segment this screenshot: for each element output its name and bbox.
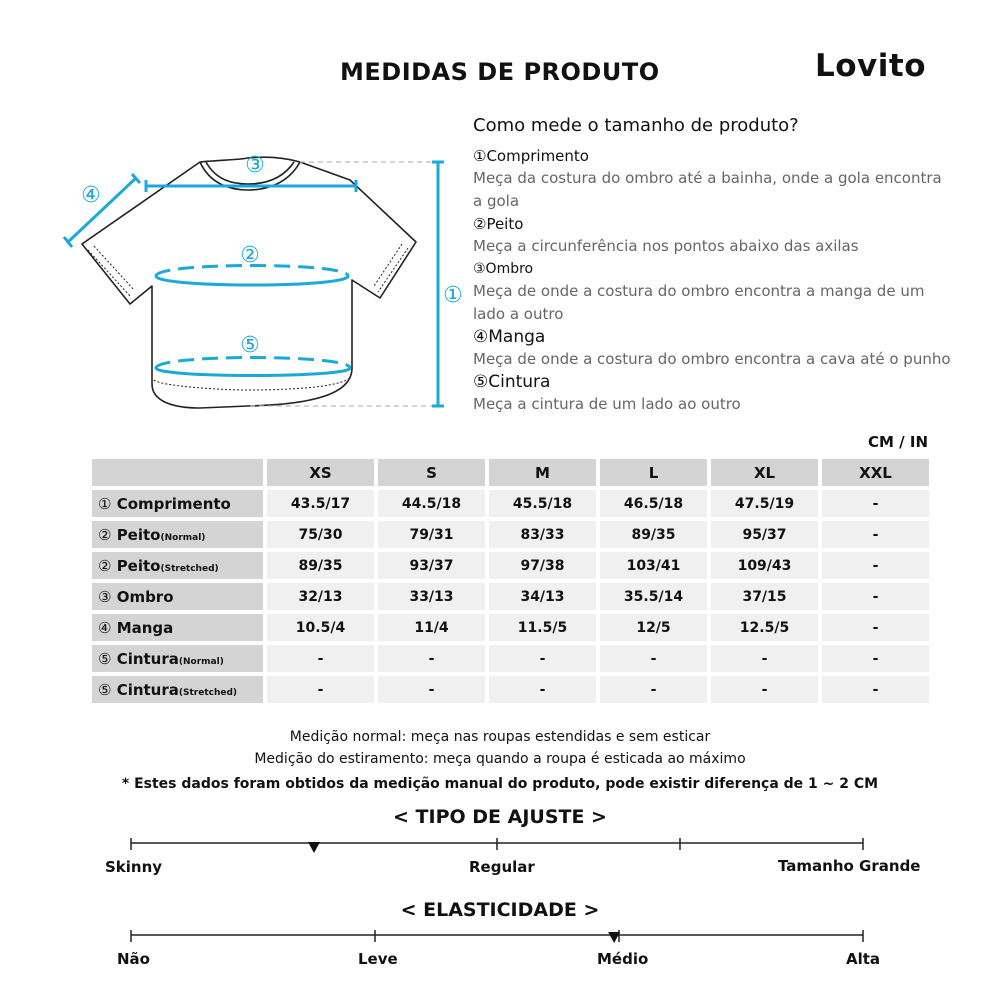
table-cell: - xyxy=(378,676,485,703)
row-label: Cintura xyxy=(116,680,179,699)
row-label: Manga xyxy=(116,618,174,637)
guide-item-desc: Meça a cintura de um lado ao outro xyxy=(473,395,741,413)
row-header xyxy=(92,521,263,548)
table-cell: 103/41 xyxy=(600,552,707,579)
marker-2: ② xyxy=(240,243,260,268)
row-header xyxy=(92,552,263,579)
guide-heading: Como mede o tamanho de produto? xyxy=(473,115,799,136)
table-cell: 44.5/18 xyxy=(378,490,485,517)
row-sublabel: (Normal) xyxy=(160,532,206,543)
table-cell: - xyxy=(822,521,929,548)
elasticity-label-high: Alta xyxy=(846,950,881,968)
marker-5: ⑤ xyxy=(240,333,260,358)
table-corner xyxy=(92,459,263,486)
note-normal: Medição normal: meça nas roupas estendidas e sem esticar xyxy=(289,729,711,745)
table-row xyxy=(92,521,929,548)
table-cell: - xyxy=(600,645,707,672)
table-cell: 10.5/4 xyxy=(267,614,374,641)
guide-item xyxy=(473,145,973,213)
size-header: XXL xyxy=(822,459,929,486)
elasticity-marker-icon xyxy=(608,932,620,943)
row-sublabel: (Stretched) xyxy=(178,687,238,698)
elasticity-title: < ELASTICIDADE > xyxy=(400,899,600,921)
marker-1: ① xyxy=(443,283,463,308)
unit-label: CM / IN xyxy=(868,433,928,451)
guide-item-desc: Meça de onde a costura do ombro encontra a cava até o punho xyxy=(473,350,951,368)
table-cell: - xyxy=(711,676,818,703)
guide-item-name: ①Comprimento xyxy=(473,147,589,165)
table-cell: 93/37 xyxy=(378,552,485,579)
table-cell: 32/13 xyxy=(267,583,374,610)
guide-item-name: ⑤Cintura xyxy=(473,372,551,392)
marker-3: ③ xyxy=(245,153,265,178)
table-cell: 89/35 xyxy=(267,552,374,579)
guide-item xyxy=(473,258,973,326)
row-header xyxy=(92,490,263,517)
guide-item-name: ④Manga xyxy=(473,327,546,347)
measurement-guide xyxy=(473,115,973,416)
row-header xyxy=(92,676,263,703)
table-cell: 75/30 xyxy=(267,521,374,548)
table-cell: - xyxy=(711,645,818,672)
table-cell: - xyxy=(822,676,929,703)
guide-item xyxy=(473,326,973,371)
table-cell: - xyxy=(600,676,707,703)
page-title: MEDIDAS DE PRODUTO xyxy=(340,58,660,86)
table-cell: - xyxy=(822,645,929,672)
table-cell: 33/13 xyxy=(378,583,485,610)
tshirt-outline-icon xyxy=(82,157,416,408)
table-cell: 45.5/18 xyxy=(489,490,596,517)
guide-item-desc: Meça da costura do ombro até a bainha, onde a gola encontra a gola xyxy=(473,169,942,210)
row-header xyxy=(92,614,263,641)
row-header xyxy=(92,645,263,672)
guide-item-name: ②Peito xyxy=(473,215,524,233)
table-cell: - xyxy=(822,614,929,641)
table-cell: 35.5/14 xyxy=(600,583,707,610)
table-cell: - xyxy=(489,645,596,672)
table-cell: 12.5/5 xyxy=(711,614,818,641)
tshirt-diagram xyxy=(60,150,480,420)
table-cell: 11/4 xyxy=(378,614,485,641)
row-number: ③ xyxy=(98,587,112,606)
table-cell: - xyxy=(267,645,374,672)
table-cell: 43.5/17 xyxy=(267,490,374,517)
row-number: ① xyxy=(98,494,112,513)
elasticity-label-medium: Médio xyxy=(597,950,649,968)
row-label: Peito xyxy=(116,525,161,544)
table-row xyxy=(92,490,929,517)
table-cell: 12/5 xyxy=(600,614,707,641)
table-cell: 109/43 xyxy=(711,552,818,579)
guide-item xyxy=(473,371,973,416)
table-cell: 11.5/5 xyxy=(489,614,596,641)
row-number: ⑤ xyxy=(98,680,112,699)
table-cell: - xyxy=(267,676,374,703)
elasticity-label-none: Não xyxy=(117,950,150,968)
row-header xyxy=(92,583,263,610)
guide-item-name: ③Ombro xyxy=(473,261,534,277)
row-number: ② xyxy=(98,525,112,544)
fit-label-skinny: Skinny xyxy=(105,858,163,876)
row-label: Cintura xyxy=(116,649,179,668)
row-sublabel: (Normal) xyxy=(178,656,224,667)
measurement-notes xyxy=(0,726,1000,795)
table-row xyxy=(92,552,929,579)
guide-item-desc: Meça de onde a costura do ombro encontra a manga de um lado a outro xyxy=(473,282,925,323)
table-cell: 97/38 xyxy=(489,552,596,579)
table-cell: 79/31 xyxy=(378,521,485,548)
table-row xyxy=(92,676,929,703)
row-label: Comprimento xyxy=(116,494,231,513)
fit-marker-icon xyxy=(308,842,320,853)
table-cell: - xyxy=(489,676,596,703)
marker-4: ④ xyxy=(81,183,101,208)
size-header: M xyxy=(489,459,596,486)
size-header: L xyxy=(600,459,707,486)
note-stretch: Medição do estiramento: meça quando a roupa é esticada ao máximo xyxy=(254,751,746,767)
table-row xyxy=(92,645,929,672)
table-row xyxy=(92,614,929,641)
guide-item-desc: Meça a circunferência nos pontos abaixo das axilas xyxy=(473,237,859,255)
row-label: Peito xyxy=(116,556,161,575)
elasticity-label-light: Leve xyxy=(358,950,398,968)
fit-label-regular: Regular xyxy=(469,858,535,876)
row-number: ④ xyxy=(98,618,112,637)
size-header: XS xyxy=(267,459,374,486)
table-cell: 37/15 xyxy=(711,583,818,610)
size-table xyxy=(88,455,933,707)
size-header-row xyxy=(92,459,929,486)
table-cell: - xyxy=(822,490,929,517)
row-number: ⑤ xyxy=(98,649,112,668)
row-label: Ombro xyxy=(116,587,174,606)
table-cell: 47.5/19 xyxy=(711,490,818,517)
table-cell: 95/37 xyxy=(711,521,818,548)
brand-logo: Lovito xyxy=(815,48,927,84)
table-cell: - xyxy=(822,552,929,579)
table-cell: - xyxy=(378,645,485,672)
table-cell: 89/35 xyxy=(600,521,707,548)
table-cell: 46.5/18 xyxy=(600,490,707,517)
size-header: XL xyxy=(711,459,818,486)
guide-item xyxy=(473,213,973,258)
table-cell: - xyxy=(822,583,929,610)
fit-title: < TIPO DE AJUSTE > xyxy=(393,806,607,828)
table-cell: 34/13 xyxy=(489,583,596,610)
row-sublabel: (Stretched) xyxy=(160,563,219,574)
row-number: ② xyxy=(98,556,112,575)
table-row xyxy=(92,583,929,610)
note-disclaimer: * Estes dados foram obtidos da medição manual do produto, pode existir diferença de 1 ~ 2 CM xyxy=(121,776,879,792)
table-cell: 83/33 xyxy=(489,521,596,548)
size-header: S xyxy=(378,459,485,486)
fit-label-large: Tamanho Grande xyxy=(778,857,921,875)
